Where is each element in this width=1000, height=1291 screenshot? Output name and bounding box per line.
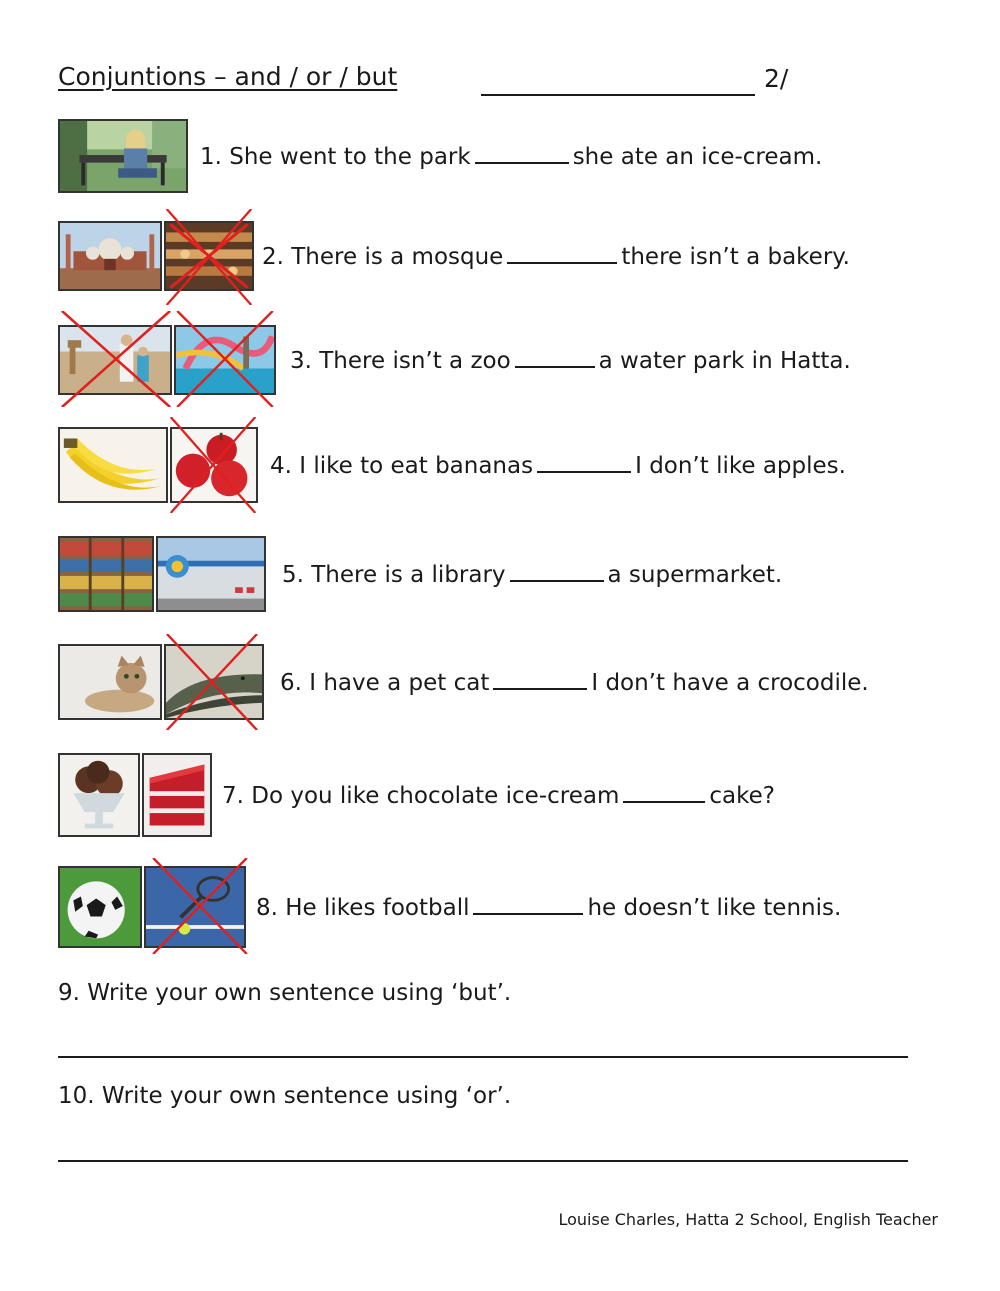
answer-blank[interactable] (623, 781, 705, 803)
sentence-end: I don’t like apples. (635, 453, 846, 479)
football-image (58, 866, 142, 948)
sentence-start: 3. There isn’t a zoo (290, 348, 511, 374)
item-sentence (290, 346, 851, 374)
sentence-end: a supermarket. (607, 562, 783, 588)
exercise-item-1 (58, 119, 822, 193)
water-park-image (174, 325, 276, 395)
item-sentence (282, 560, 782, 588)
sentence-end: a water park in Hatta. (598, 348, 851, 374)
tennis-image (144, 866, 246, 948)
item-sentence (280, 668, 869, 696)
item-images (58, 866, 246, 948)
exercise-item-7 (58, 753, 775, 837)
answer-line-9[interactable] (58, 1056, 908, 1058)
sentence-start: 6. I have a pet cat (280, 670, 490, 696)
score-label: 2/ (764, 64, 789, 93)
item-sentence (262, 242, 850, 270)
answer-blank[interactable] (537, 451, 631, 473)
sentence-start: 7. Do you like chocolate ice-cream (222, 783, 620, 809)
girl-in-park-image (58, 119, 188, 193)
answer-blank[interactable] (510, 560, 604, 582)
exercise-item-6 (58, 644, 869, 720)
zoo-image (58, 325, 172, 395)
exercise-item-8 (58, 866, 841, 948)
sentence-end: he doesn’t like tennis. (587, 895, 842, 921)
exercise-item-5 (58, 536, 782, 612)
cake-image (142, 753, 212, 837)
sentence-start: 5. There is a library (282, 562, 506, 588)
sentence-start: 2. There is a mosque (262, 244, 504, 270)
item-images (58, 427, 258, 503)
sentence-end: she ate an ice-cream. (572, 144, 823, 170)
item-images (58, 644, 264, 720)
crocodile-image (164, 644, 264, 720)
answer-blank[interactable] (473, 893, 583, 915)
item-images (58, 119, 188, 193)
answer-blank[interactable] (507, 242, 617, 264)
sentence-end: cake? (709, 783, 775, 809)
exercise-item-4 (58, 427, 846, 503)
sentence-start: 8. He likes football (256, 895, 470, 921)
question-9: 9. Write your own sentence using ‘but’. (58, 980, 512, 1006)
bakery-image (164, 221, 254, 291)
exercise-item-3 (58, 325, 851, 395)
apples-image (170, 427, 258, 503)
answer-blank[interactable] (515, 346, 595, 368)
item-images (58, 221, 254, 291)
item-sentence (256, 893, 841, 921)
item-images (58, 753, 212, 837)
mosque-image (58, 221, 162, 291)
item-sentence (200, 142, 822, 170)
sentence-start: 4. I like to eat bananas (270, 453, 534, 479)
item-images (58, 536, 266, 612)
supermarket-image (156, 536, 266, 612)
answer-blank[interactable] (493, 668, 587, 690)
cat-image (58, 644, 162, 720)
item-sentence (270, 451, 846, 479)
exercise-item-2 (58, 221, 850, 291)
answer-blank[interactable] (475, 142, 569, 164)
bananas-image (58, 427, 168, 503)
sentence-end: there isn’t a bakery. (621, 244, 850, 270)
author-credit: Louise Charles, Hatta 2 School, English Teacher (558, 1210, 938, 1229)
item-sentence (222, 781, 775, 809)
worksheet-title: Conjuntions – and / or / but (58, 62, 398, 91)
item-images (58, 325, 276, 395)
ice-cream-image (58, 753, 140, 837)
library-image (58, 536, 154, 612)
answer-line-10[interactable] (58, 1160, 908, 1162)
sentence-start: 1. She went to the park (200, 144, 471, 170)
question-10: 10. Write your own sentence using ‘or’. (58, 1083, 512, 1109)
score-blank[interactable] (481, 66, 755, 96)
sentence-end: I don’t have a crocodile. (591, 670, 869, 696)
